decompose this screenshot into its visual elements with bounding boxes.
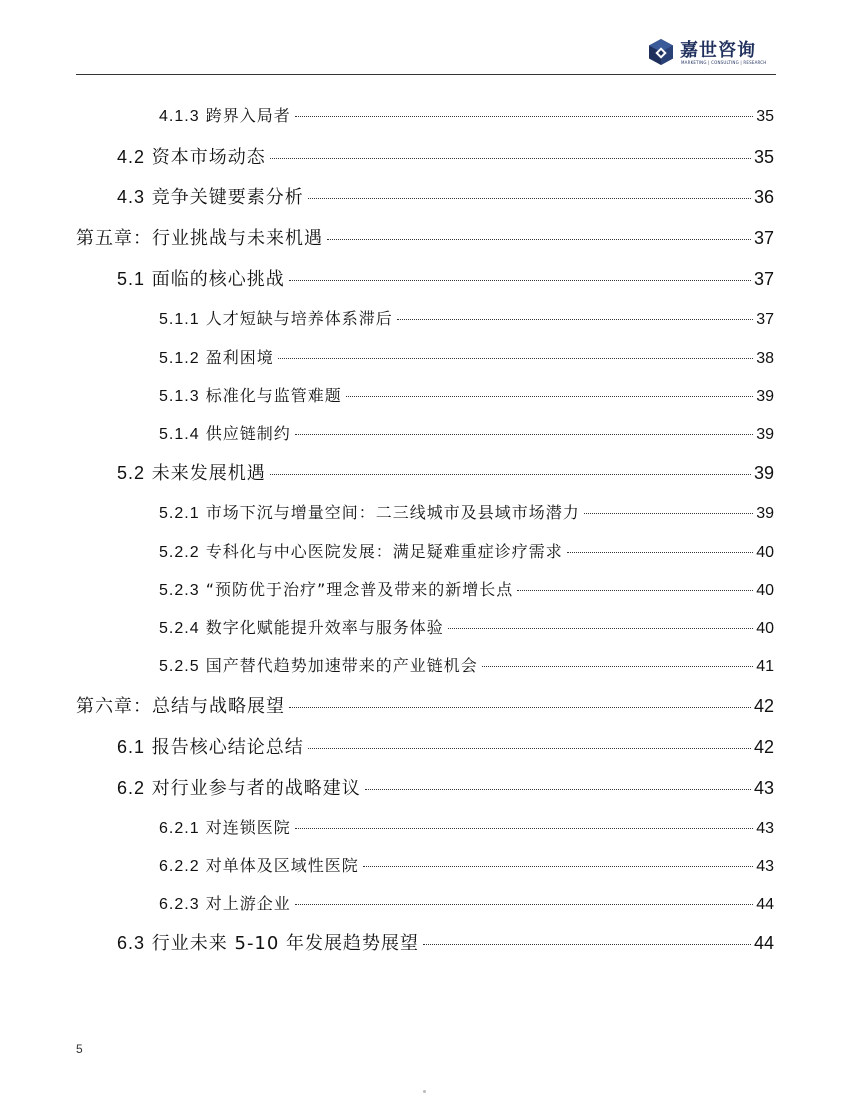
toc-entry-title [117,774,361,800]
toc-entry-title [159,539,563,562]
toc-entry-page: 42 [753,696,774,716]
toc-entry-title [117,929,419,955]
toc-entry[interactable] [76,692,774,718]
toc-entry-page: 41 [756,658,774,675]
toc-entry-title [117,183,304,209]
toc-entry-text: 报告核心结论总结 [151,737,304,758]
toc-entry[interactable] [159,653,774,676]
toc-dot-leader [365,789,751,790]
toc-entry-text: 盈利困境 [205,348,274,367]
toc-entry-number: 5.2.2 [159,544,200,561]
toc-entry-text: 专科化与中心医院发展：满足疑难重症诊疗需求 [205,542,563,561]
toc-entry-page: 39 [756,426,774,443]
toc-entry[interactable] [76,224,774,250]
toc-entry[interactable] [117,774,774,800]
toc-entry-number: 4.1.3 [159,108,200,125]
toc-entry-page: 40 [756,544,774,561]
toc-entry[interactable] [159,306,774,329]
toc-entry-text: 第六章：总结与战略展望 [76,696,285,717]
toc-entry-text: 跨界入局者 [205,106,291,125]
toc-entry-page: 39 [756,505,774,522]
toc-entry-text: 市场下沉与增量空间：二三线城市及县域市场潜力 [205,503,580,522]
toc-dot-leader [567,552,754,553]
toc-entry-page: 35 [756,108,774,125]
toc-entry-title [117,733,304,759]
toc-entry[interactable] [159,577,774,600]
toc-entry-title [159,577,513,600]
toc-entry-page: 35 [753,147,774,167]
toc-entry-text: 标准化与监管难题 [205,386,342,405]
toc-entry-number: 5.2.4 [159,620,200,637]
toc-entry-number: 5.1.4 [159,426,200,443]
toc-entry-text: 资本市场动态 [151,147,266,168]
toc-dot-leader [270,158,751,159]
bottom-marker [423,1090,426,1093]
toc-entry-text: 人才短缺与培养体系滞后 [205,309,393,328]
toc-entry[interactable] [159,815,774,838]
cube-logo-icon [648,38,674,66]
toc-entry-number: 6.2.3 [159,896,200,913]
toc-entry-number: 5.2.3 [159,582,200,599]
toc-entry-title [159,615,444,638]
toc-entry-title [159,103,291,126]
toc-entry-number: 5.1.1 [159,311,200,328]
toc-dot-leader [448,628,754,629]
toc-dot-leader [278,358,754,359]
toc-entry-number: 4.3 [117,187,146,207]
toc-dot-leader [482,666,754,667]
toc-dot-leader [346,396,754,397]
toc-entry-text: “预防优于治疗”理念普及带来的新增长点 [205,580,514,599]
toc-entry[interactable] [117,733,774,759]
toc-entry-text: 第五章：行业挑战与未来机遇 [76,228,323,249]
toc-entry-page: 39 [753,463,774,483]
toc-entry-number: 6.1 [117,737,146,757]
toc-entry-page: 43 [753,778,774,798]
toc-entry-number: 5.2 [117,463,146,483]
toc-entry-title [117,459,266,485]
brand-logo [648,36,776,70]
toc-entry[interactable] [117,143,774,169]
toc-entry-text: 行业未来 5-10 年发展趋势展望 [151,933,420,954]
toc-entry-page: 43 [756,820,774,837]
toc-dot-leader [295,904,754,905]
toc-entry-number: 5.2.1 [159,505,200,522]
toc-entry-number: 4.2 [117,147,146,167]
brand-name-cn: 嘉世咨询 [680,40,756,61]
toc-dot-leader [295,828,754,829]
toc-entry-number: 6.2.2 [159,858,200,875]
toc-dot-leader [295,116,754,117]
toc-entry[interactable] [117,183,774,209]
toc-entry-text: 供应链制约 [205,424,291,443]
brand-tagline-en: MARKETING | CONSULTING | RESEARCH [681,60,767,65]
toc-dot-leader [327,239,751,240]
toc-entry-number: 6.2 [117,778,146,798]
toc-entry-page: 42 [753,737,774,757]
toc-entry-text: 对连锁医院 [205,818,291,837]
toc-entry[interactable] [159,539,774,562]
toc-dot-leader [289,280,751,281]
toc-entry-text: 对行业参与者的战略建议 [151,778,361,799]
toc-dot-leader [423,944,751,945]
toc-entry-number: 6.3 [117,933,146,953]
toc-entry-page: 37 [756,311,774,328]
toc-entry-title [159,500,580,523]
toc-entry-title [159,653,478,676]
toc-entry-title [159,815,291,838]
toc-entry[interactable] [159,103,774,126]
toc-entry[interactable] [159,891,774,914]
toc-dot-leader [517,590,753,591]
toc-entry[interactable] [159,421,774,444]
page-header [76,30,776,76]
toc-entry-number: 5.1 [117,269,146,289]
toc-entry-number: 5.1.2 [159,350,200,367]
toc-dot-leader [397,319,754,320]
toc-entry-number: 5.1.3 [159,388,200,405]
toc-entry-page: 40 [756,620,774,637]
toc-entry-page: 44 [753,933,774,953]
toc-dot-leader [363,866,754,867]
toc-entry-page: 39 [756,388,774,405]
toc-entry-page: 36 [753,187,774,207]
toc-entry-title [159,421,291,444]
toc-entry[interactable] [117,265,774,291]
toc-dot-leader [289,707,751,708]
toc-entry[interactable] [117,459,774,485]
header-divider [76,74,776,75]
toc-entry-number: 5.2.5 [159,658,200,675]
toc-entry-page: 44 [756,896,774,913]
toc-dot-leader [308,198,751,199]
toc-entry-text: 数字化赋能提升效率与服务体验 [205,618,444,637]
toc-entry-page: 40 [756,582,774,599]
toc-entry-text: 未来发展机遇 [151,463,266,484]
toc-entry-text: 对单体及区域性医院 [205,856,359,875]
toc-entry[interactable] [117,929,774,955]
toc-dot-leader [270,474,751,475]
toc-entry-title [117,265,285,291]
toc-entry-title [117,143,266,169]
toc-dot-leader [584,513,754,514]
toc-entry-page: 37 [753,269,774,289]
toc-entry-number: 6.2.1 [159,820,200,837]
toc-entry-title [76,692,285,718]
toc-entry[interactable] [159,500,774,523]
toc-dot-leader [308,748,751,749]
toc-entry-title [76,224,323,250]
page-number: 5 [76,1042,83,1056]
toc-entry[interactable] [159,615,774,638]
toc-entry-title [159,383,342,406]
toc-entry-page: 37 [753,228,774,248]
toc-dot-leader [295,434,754,435]
toc-entry-text: 面临的核心挑战 [151,269,285,290]
toc-entry-text: 竞争关键要素分析 [151,187,304,208]
toc-entry-title [159,306,393,329]
toc-entry-text: 对上游企业 [205,894,291,913]
toc-entry[interactable] [159,853,774,876]
toc-entry[interactable] [159,345,774,368]
toc-entry-page: 43 [756,858,774,875]
toc-entry[interactable] [159,383,774,406]
toc-entry-title [159,853,359,876]
toc-entry-title [159,345,274,368]
toc-entry-page: 38 [756,350,774,367]
toc-entry-text: 国产替代趋势加速带来的产业链机会 [205,656,478,675]
toc-entry-title [159,891,291,914]
